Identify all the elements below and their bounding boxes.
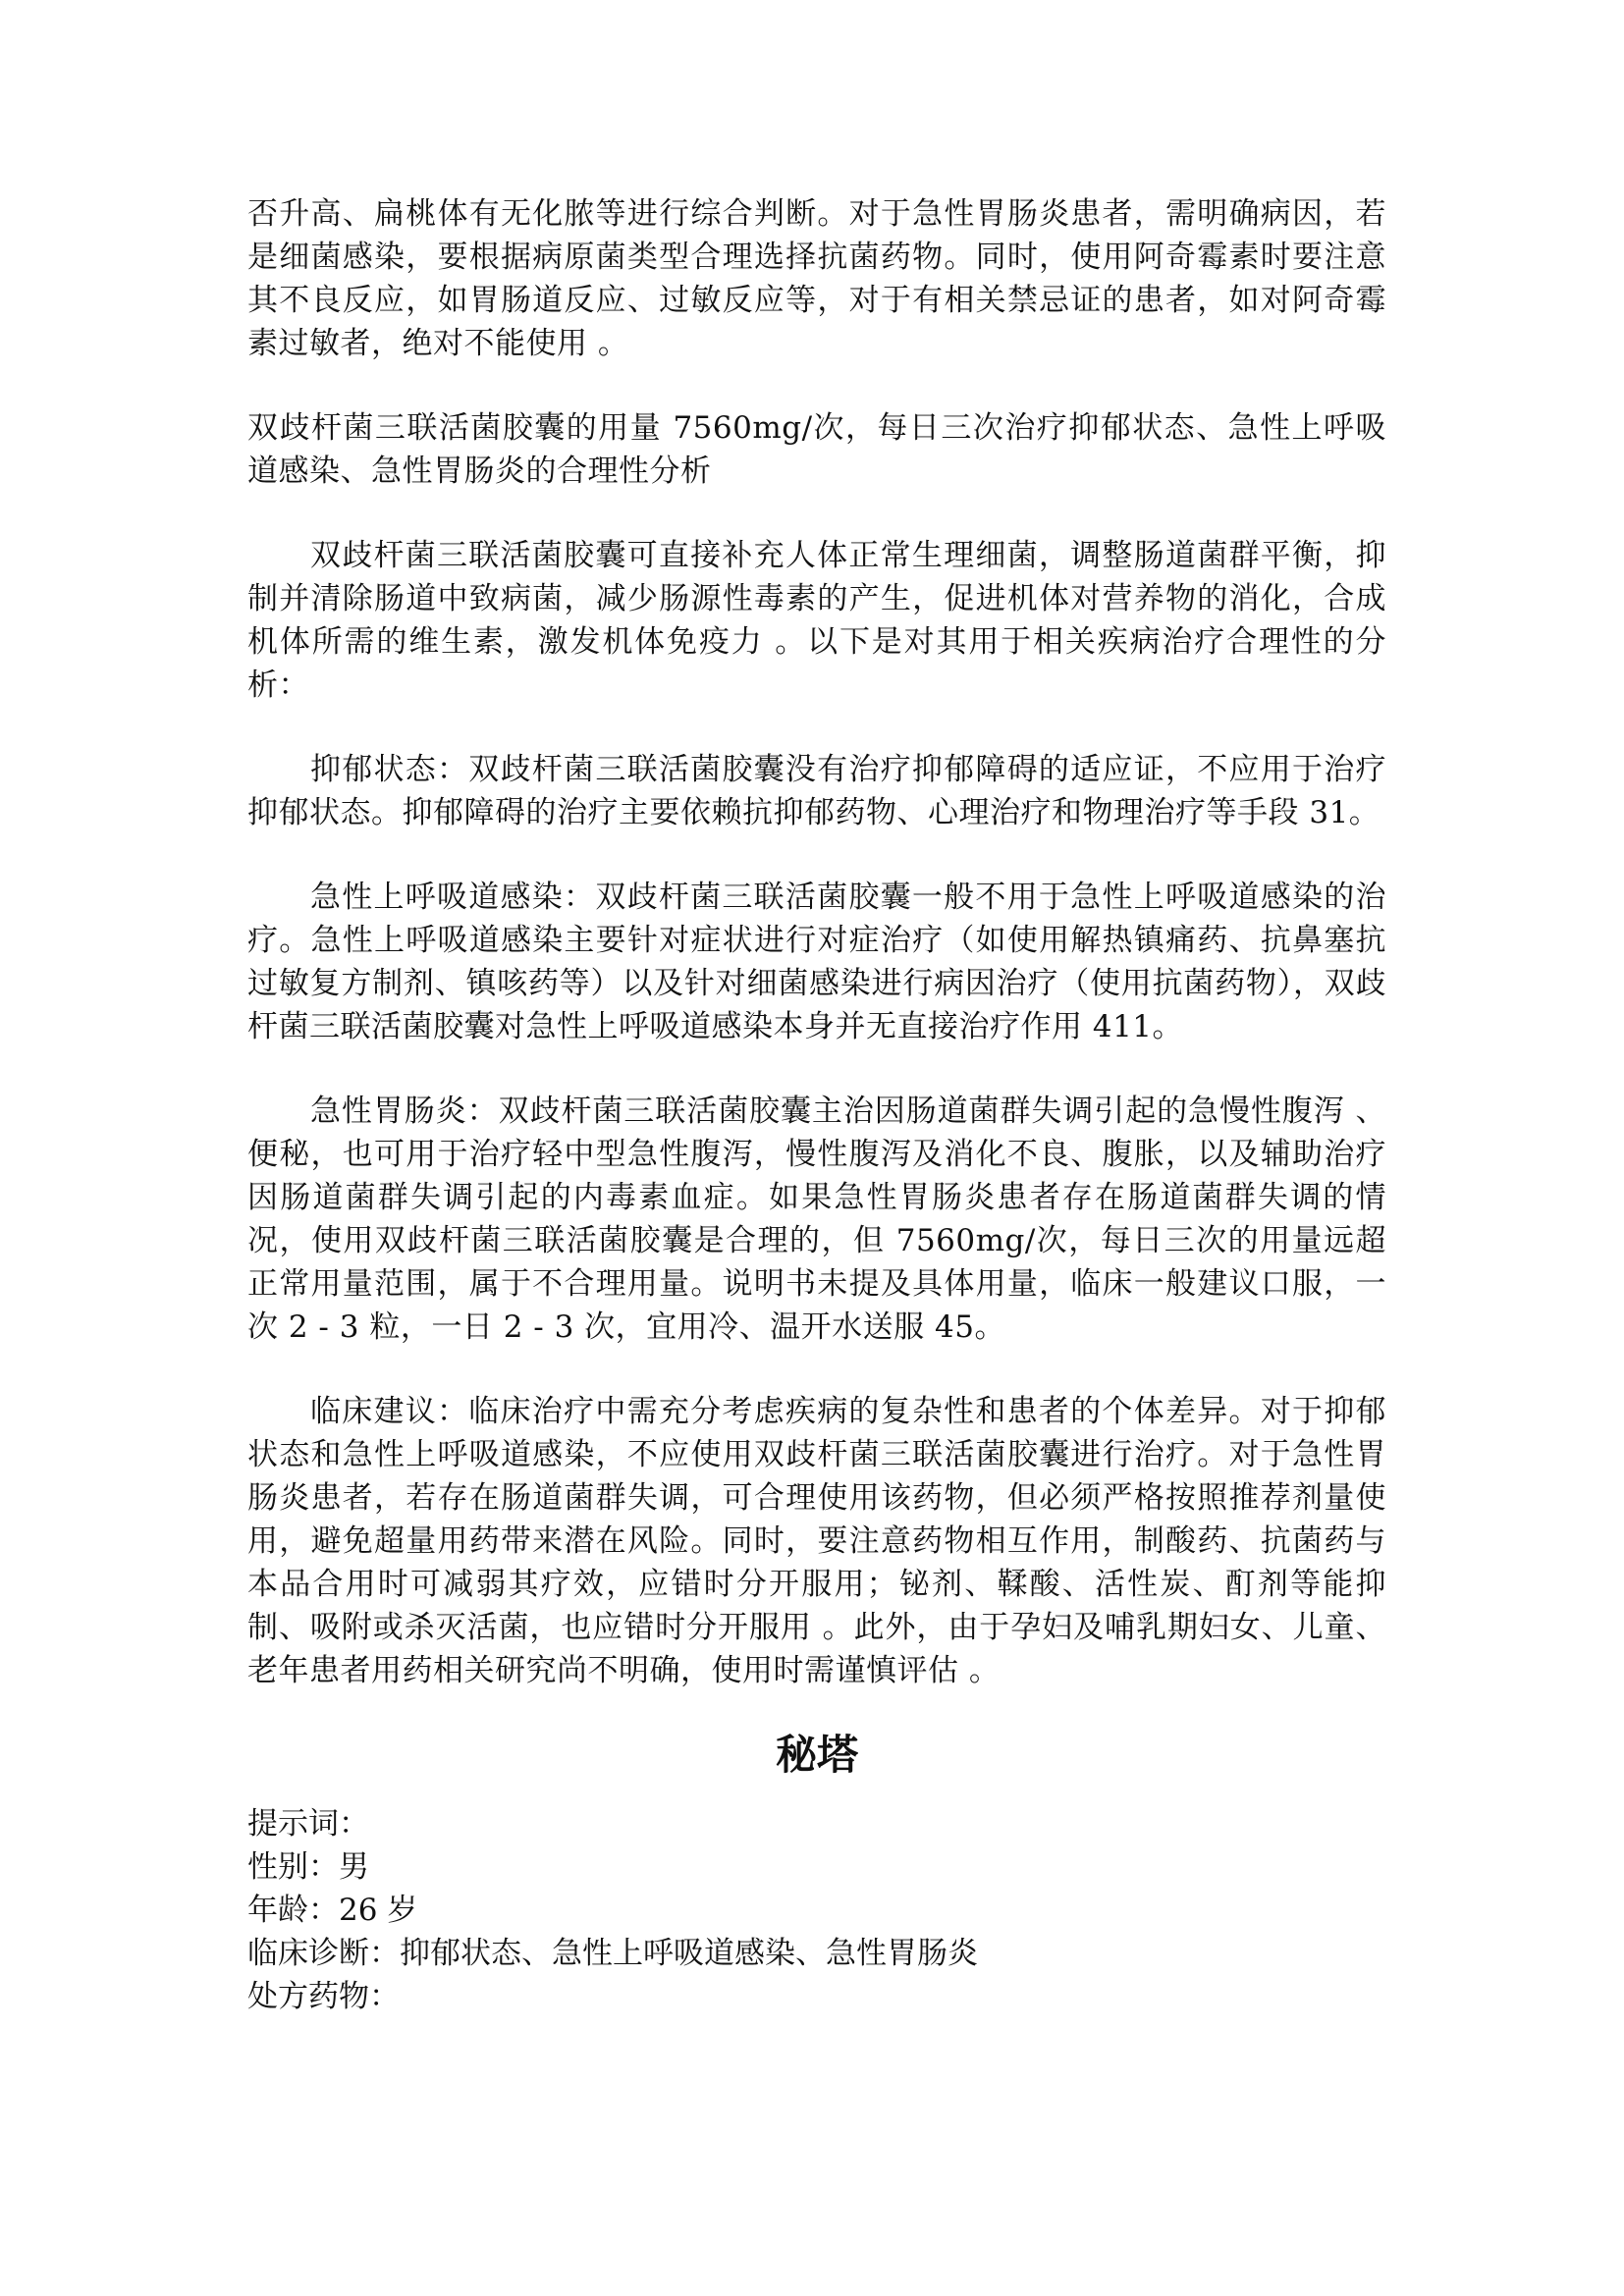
diagnosis-line: 临床诊断：抑郁状态、急性上呼吸道感染、急性胃肠炎 [247,1936,978,1971]
paragraph-heading-bifidobacterium-analysis: 双歧杆菌三联活菌胶囊的用量 7560mg/次，每日三次治疗抑郁状态、急性上呼吸道感染、急性胃肠炎的合理性分析 [247,410,1386,489]
paragraph-clinical-advice: 临床建议：临床治疗中需充分考虑疾病的复杂性和患者的个体差异。对于抑郁状态和急性上呼吸道感染，不应使用双歧杆菌三联活菌胶囊进行治疗。对于急性胃肠炎患者，若存在肠道菌群失调，可合理使用该药物，但必须严格按照推荐剂量使用，避免超量用药带来潜在风险。同时，要注意药物相互作用，制酸药、抗菌药与本品合用时可减弱其疗效，应错时分开服用；铋剂、鞣酸、活性炭、酊剂等能抑制、吸附或杀灭活菌，也应错时分开服用 。此外，由于孕妇及哺乳期妇女、儿童、老年患者用药相关研究尚不明确，使用时需谨慎评估 。 [247,1394,1386,1688]
paragraph-azithromycin-continuation: 否升高、扁桃体有无化脓等进行综合判断。对于急性胃肠炎患者，需明确病因，若是细菌感染，要根据病原菌类型合理选择抗菌药物。同时，使用阿奇霉素时要注意其不良反应，如胃肠道反应、过敏反应等，对于有相关禁忌证的患者，如对阿奇霉素过敏者，绝对不能使用 。 [247,196,1386,361]
paragraph-upper-respiratory-infection: 急性上呼吸道感染：双歧杆菌三联活菌胶囊一般不用于急性上呼吸道感染的治疗。急性上呼吸道感染主要针对症状进行对症治疗（如使用解热镇痛药、抗鼻塞抗过敏复方制剂、镇咳药等）以及针对细菌感染进行病因治疗（使用抗菌药物），双歧杆菌三联活菌胶囊对急性上呼吸道感染本身并无直接治疗作用 411。 [247,880,1386,1044]
prescription-line: 处方药物： [247,1979,400,2014]
prompt-label: 提示词： [247,1806,369,1842]
paragraph-bifidobacterium-intro: 双歧杆菌三联活菌胶囊可直接补充人体正常生理细菌，调整肠道菌群平衡，抑制并清除肠道中致病菌，减少肠源性毒素的产生，促进机体对营养物的消化，合成机体所需的维生素，激发机体免疫力 。以下是对其用于相关疾病治疗合理性的分析： [247,538,1386,703]
document-page [247,192,1386,2018]
prompt-block [247,1802,1386,2018]
paragraph-acute-gastroenteritis: 急性胃肠炎：双歧杆菌三联活菌胶囊主治因肠道菌群失调引起的急慢性腹泻 、便秘，也可用于治疗轻中型急性腹泻，慢性腹泻及消化不良、腹胀，以及辅助治疗因肠道菌群失调引起的内毒素血症。如果急性胃肠炎患者存在肠道菌群失调的情况，使用双歧杆菌三联活菌胶囊是合理的，但 7560mg/次，每日三次的用量远超正常用量范围，属于不合理用量。说明书未提及具体用量，临床一般建议口服，一次 2 - 3 粒，一日 2 - 3 次，宜用冷、温开水送服 45。 [247,1094,1386,1345]
paragraph-depression: 抑郁状态：双歧杆菌三联活菌胶囊没有治疗抑郁障碍的适应证，不应用于治疗抑郁状态。抑郁障碍的治疗主要依赖抗抑郁药物、心理治疗和物理治疗等手段 31。 [247,752,1386,830]
section-title: 秘塔 [775,1731,858,1779]
age-line: 年龄：26 岁 [247,1893,418,1928]
gender-line: 性别：男 [247,1849,369,1885]
